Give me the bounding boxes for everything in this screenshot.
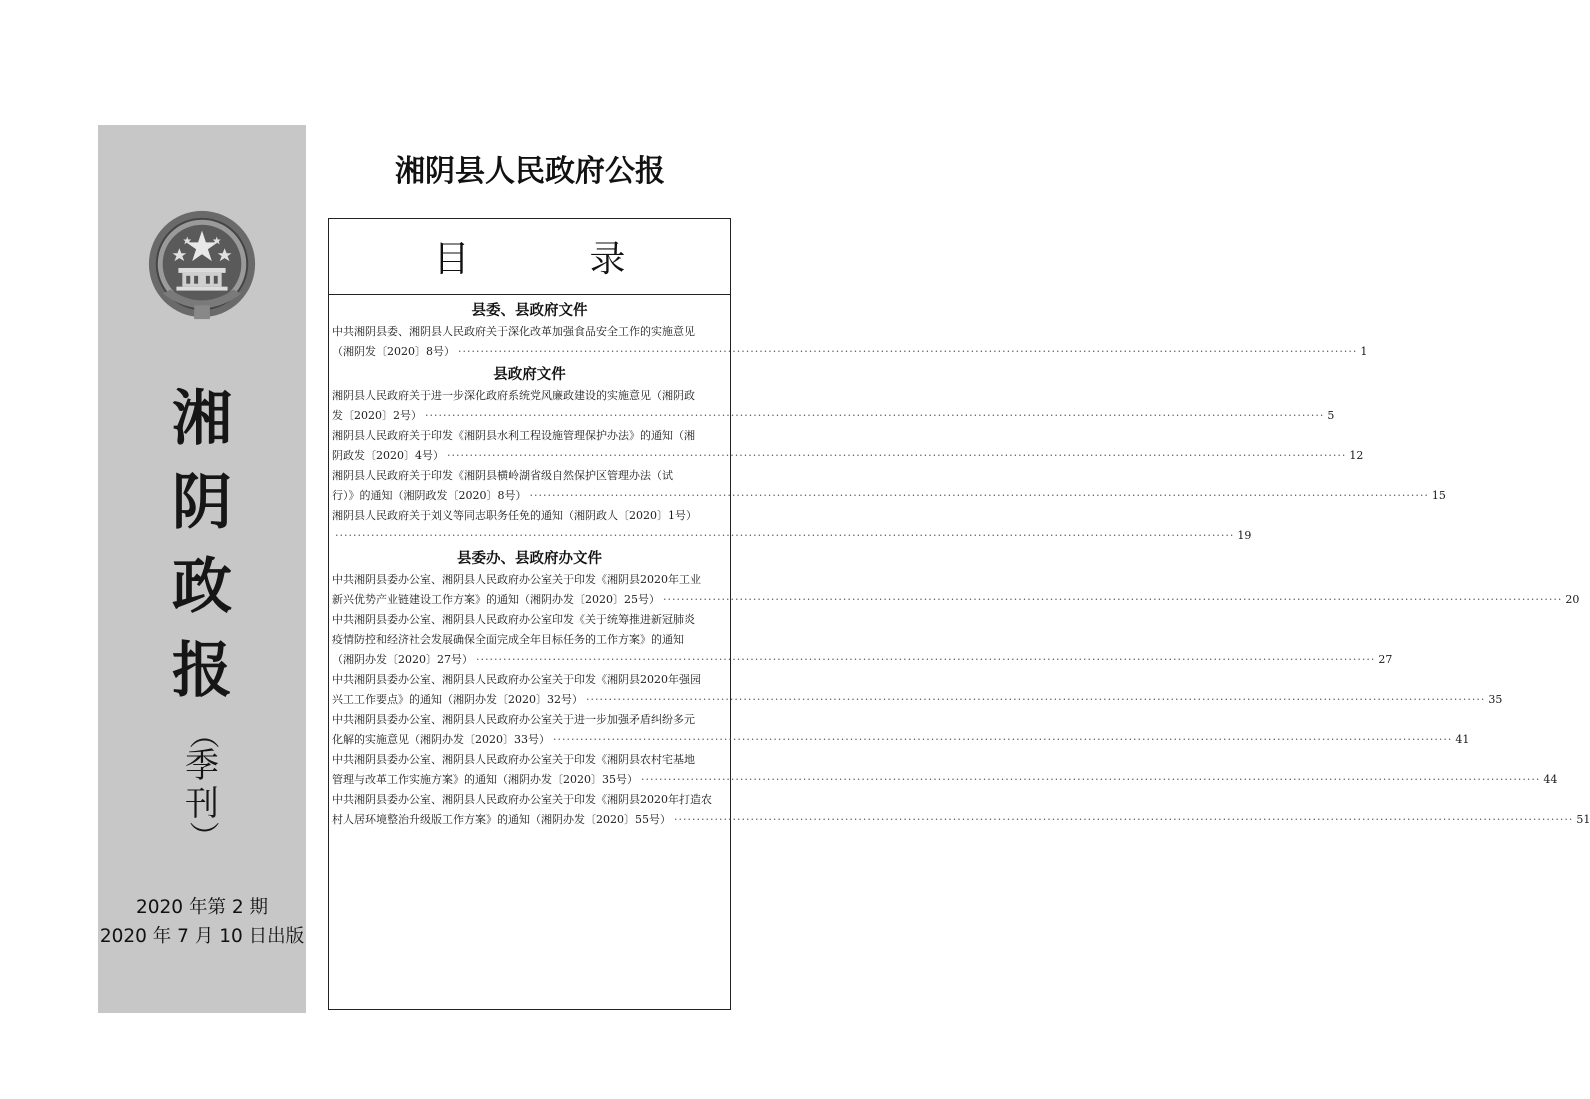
toc-entry[interactable] xyxy=(329,670,1503,710)
publication-date: 2020 年 7 月 10 日出版 xyxy=(99,926,305,947)
toc-page-number: 41 xyxy=(1455,733,1470,746)
toc-page-number: 44 xyxy=(1543,773,1558,786)
table-of-contents xyxy=(328,218,1590,1010)
toc-list xyxy=(329,298,1590,830)
toc-heading: 目 录 xyxy=(433,239,668,280)
toc-section-title: 县委办、县政府办文件 xyxy=(457,551,602,567)
toc-entry-text: 行）》的通知（湘阴政发〔2020〕8号） xyxy=(332,489,527,502)
toc-entry-page-line xyxy=(332,342,1368,362)
vertical-title-char: 报 xyxy=(172,636,232,706)
toc-entry-text: 发〔2020〕2号） xyxy=(332,409,422,422)
toc-divider xyxy=(329,294,730,295)
cover-sidebar xyxy=(98,125,306,1013)
toc-entry[interactable] xyxy=(329,426,1364,466)
toc-entry-text: 湘阴县人民政府关于印发《湘阴县横岭湖省级自然保护区管理办法（试 xyxy=(332,469,673,482)
toc-page-number: 20 xyxy=(1565,593,1580,606)
dot-leader: ········································································································································································································ xyxy=(674,813,1574,826)
toc-entry-text: 中共湘阴县委办公室、湘阴县人民政府办公室关于进一步加强矛盾纠纷多元 xyxy=(332,713,695,726)
toc-entry[interactable] xyxy=(329,570,1580,610)
dot-leader: ········································································································································································································ xyxy=(425,409,1325,422)
toc-entry-page-line xyxy=(332,446,1364,466)
toc-entry-text: 湘阴县人民政府关于印发《湘阴县水利工程设施管理保护办法》的通知（湘 xyxy=(332,429,695,442)
dot-leader: ········································································································································································································ xyxy=(447,449,1347,462)
toc-entry[interactable] xyxy=(329,710,1470,750)
dot-leader: ········································································································································································································ xyxy=(586,693,1486,706)
toc-entry-page-line xyxy=(332,770,1558,790)
toc-page-number: 15 xyxy=(1431,489,1446,502)
toc-entry-text: 中共湘阴县委办公室、湘阴县人民政府办公室印发《关于统筹推进新冠肺炎 xyxy=(332,613,695,626)
vertical-title-char: 湘 xyxy=(172,384,232,454)
toc-entry-page-line xyxy=(332,406,1335,426)
toc-entry-text: 中共湘阴县委、湘阴县人民政府关于深化改革加强食品安全工作的实施意见 xyxy=(332,325,695,338)
toc-entry-text: 中共湘阴县委办公室、湘阴县人民政府办公室关于印发《湘阴县农村宅基地 xyxy=(332,753,695,766)
toc-page-number: 5 xyxy=(1327,409,1335,422)
toc-entry-text: 新兴优势产业链建设工作方案》的通知（湘阴办发〔2020〕25号） xyxy=(332,593,660,606)
toc-entry-page-line xyxy=(332,590,1580,610)
dot-leader: ········································································································································································································ xyxy=(458,345,1358,358)
toc-entry[interactable] xyxy=(329,466,1446,506)
toc-entry-text: 中共湘阴县委办公室、湘阴县人民政府办公室关于印发《湘阴县2020年强园 xyxy=(332,673,701,686)
publication-title: 湘阴县人民政府公报 xyxy=(395,154,665,189)
toc-page-number: 27 xyxy=(1378,653,1393,666)
toc-entry[interactable] xyxy=(329,610,1393,670)
toc-entry-page-line xyxy=(332,690,1503,710)
toc-entry-text: 阴政发〔2020〕4号） xyxy=(332,449,444,462)
toc-entry-page-line xyxy=(332,650,1393,670)
toc-entry[interactable] xyxy=(329,790,1590,830)
dot-leader: ········································································································································································································ xyxy=(663,593,1563,606)
toc-entry-text: （湘阴发〔2020〕8号） xyxy=(332,345,455,358)
toc-entry-text: 兴工工作要点》的通知（湘阴办发〔2020〕32号） xyxy=(332,693,583,706)
toc-entry[interactable] xyxy=(329,750,1558,790)
toc-page-number: 35 xyxy=(1488,693,1503,706)
toc-entry-text: 中共湘阴县委办公室、湘阴县人民政府办公室关于印发《湘阴县2020年打造农 xyxy=(332,793,712,806)
toc-entry-page-line xyxy=(332,526,1252,546)
toc-entry-text: 管理与改革工作实施方案》的通知（湘阴办发〔2020〕35号） xyxy=(332,773,638,786)
toc-entry[interactable] xyxy=(329,386,1335,426)
dot-leader: ········································································································································································································ xyxy=(335,529,1235,542)
toc-page-number: 51 xyxy=(1576,813,1590,826)
dot-leader: ········································································································································································································ xyxy=(529,489,1429,502)
toc-entry[interactable] xyxy=(329,506,1252,546)
toc-page-number: 1 xyxy=(1360,345,1368,358)
vertical-title-char: 阴 xyxy=(172,468,232,538)
dot-leader: ········································································································································································································ xyxy=(641,773,1541,786)
toc-page-number: 19 xyxy=(1237,529,1252,542)
frequency-char: ） xyxy=(185,821,220,851)
toc-section-title: 县委、县政府文件 xyxy=(471,303,588,319)
toc-entry-text: 疫情防控和经济社会发展确保全面完成全年目标任务的工作方案》的通知 xyxy=(332,633,684,646)
frequency-label xyxy=(98,721,306,849)
national-emblem-icon xyxy=(143,207,261,325)
dot-leader: ········································································································································································································ xyxy=(553,733,1453,746)
toc-section-title: 县政府文件 xyxy=(493,367,566,383)
toc-page-number: 12 xyxy=(1349,449,1364,462)
frequency-char: 刊 xyxy=(185,784,219,824)
toc-entry-page-line xyxy=(332,810,1590,830)
vertical-title-char: 政 xyxy=(172,552,232,622)
frequency-char: （ xyxy=(185,719,220,749)
issue-info xyxy=(98,893,306,951)
toc-entry-text: 村人居环境整治升级版工作方案》的通知（湘阴办发〔2020〕55号） xyxy=(332,813,671,826)
toc-entry[interactable] xyxy=(329,322,1368,362)
toc-entry-text: 化解的实施意见（湘阴办发〔2020〕33号） xyxy=(332,733,550,746)
toc-entry-page-line xyxy=(332,486,1446,506)
issue-number: 2020 年第 2 期 xyxy=(136,897,268,918)
dot-leader: ········································································································································································································ xyxy=(476,653,1376,666)
toc-entry-page-line xyxy=(332,730,1470,750)
toc-entry-text: （湘阴办发〔2020〕27号） xyxy=(332,653,473,666)
toc-entry-text: 湘阴县人民政府关于进一步深化政府系统党风廉政建设的实施意见（湘阴政 xyxy=(332,389,695,402)
toc-entry-text: 中共湘阴县委办公室、湘阴县人民政府办公室关于印发《湘阴县2020年工业 xyxy=(332,573,701,586)
toc-entry-text: 湘阴县人民政府关于刘义等同志职务任免的通知（湘阴政人〔2020〕1号） xyxy=(332,509,697,522)
frequency-char: 季 xyxy=(185,746,219,786)
